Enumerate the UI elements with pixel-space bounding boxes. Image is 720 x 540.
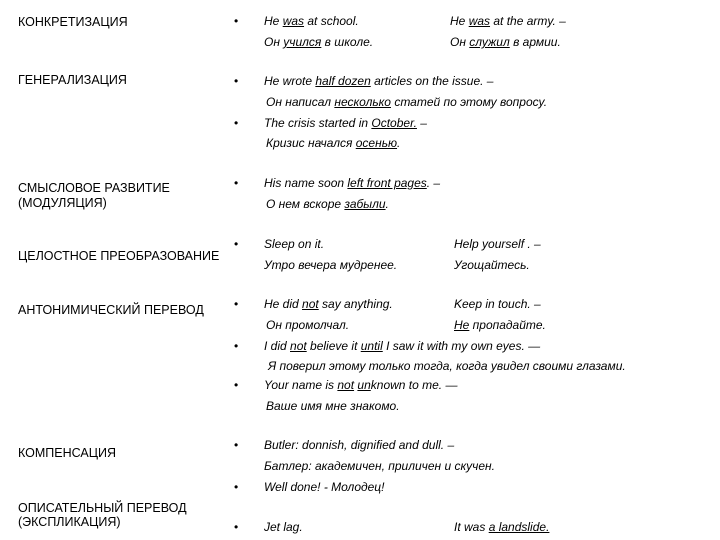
example-en-1: He was at school. [264, 14, 359, 28]
example-en-15: It was a landslide. [454, 520, 550, 534]
bullet-7: • [234, 339, 239, 353]
example-ru-11: Ваше имя мне знакомо. [266, 399, 400, 413]
term-modulyatsiya-line2: (МОДУЛЯЦИЯ) [18, 196, 107, 210]
example-ru-1: Он учился в школе. [264, 35, 374, 49]
bullet-4: • [234, 176, 239, 190]
example-en-9: Keep in touch. – [454, 297, 541, 311]
example-ru-9: Не пропадайте. [454, 318, 546, 332]
example-ru-3: Он написал несколько статей по этому вопросу. [266, 95, 548, 109]
example-en-11: Your name is not unknown to me. — [264, 378, 458, 392]
example-ru-2: Он служил в армии. [450, 35, 561, 49]
example-en-14: Jet lag. [264, 520, 303, 534]
term-konkretizatsiya: КОНКРЕТИЗАЦИЯ [18, 15, 128, 29]
example-ru-10: Я поверил этому только тогда, когда увидел своими глазами. [268, 359, 626, 373]
term-opisatelny-line2: (ЭКСПЛИКАЦИЯ) [18, 515, 121, 529]
example-en-4: The crisis started in October. – [264, 116, 427, 130]
bullet-1: • [234, 14, 239, 28]
example-en-8: He did not say anything. [264, 297, 393, 311]
bullet-3: • [234, 116, 239, 130]
example-ru-7: Угощайтесь. [454, 258, 530, 272]
example-en-10: I did not believe it until I saw it with my own eyes. — [264, 339, 541, 353]
bullet-2: • [234, 74, 239, 88]
example-en-6: Sleep on it. [264, 237, 325, 251]
example-en-5: His name soon left front pages. – [264, 176, 441, 190]
bullet-10: • [234, 480, 239, 494]
term-generalizatsiya: ГЕНЕРАЛИЗАЦИЯ [18, 73, 127, 87]
example-en-3: He wrote half dozen articles on the issue. – [264, 74, 494, 88]
example-ru-5: О нем вскоре забыли. [266, 197, 389, 211]
bullet-8: • [234, 378, 239, 392]
example-13: Well done! - Молодец! [264, 480, 385, 494]
example-ru-4: Кризис начался осенью. [266, 136, 401, 150]
example-ru-8: Он промолчал. [266, 318, 350, 332]
example-en-7: Help yourself . – [454, 237, 541, 251]
example-en-12: Butler: donnish, dignified and dull. – [264, 438, 455, 452]
term-tselostnoe: ЦЕЛОСТНОЕ ПРЕОБРАЗОВАНИЕ [18, 249, 220, 263]
bullet-11: • [234, 520, 239, 534]
bullet-6: • [234, 297, 239, 311]
bullet-5: • [234, 237, 239, 251]
term-modulyatsiya-line1: СМЫСЛОВОЕ РАЗВИТИЕ [18, 181, 170, 195]
example-en-2: He was at the army. – [450, 14, 566, 28]
example-ru-12: Батлер: академичен, приличен и скучен. [264, 459, 495, 473]
term-kompensatsiya: КОМПЕНСАЦИЯ [18, 446, 116, 460]
term-opisatelny-line1: ОПИСАТЕЛЬНЫЙ ПЕРЕВОД [18, 501, 187, 515]
term-antonimicheskiy: АНТОНИМИЧЕСКИЙ ПЕРЕВОД [18, 303, 204, 317]
bullet-9: • [234, 438, 239, 452]
example-ru-6: Утро вечера мудренее. [264, 258, 398, 272]
